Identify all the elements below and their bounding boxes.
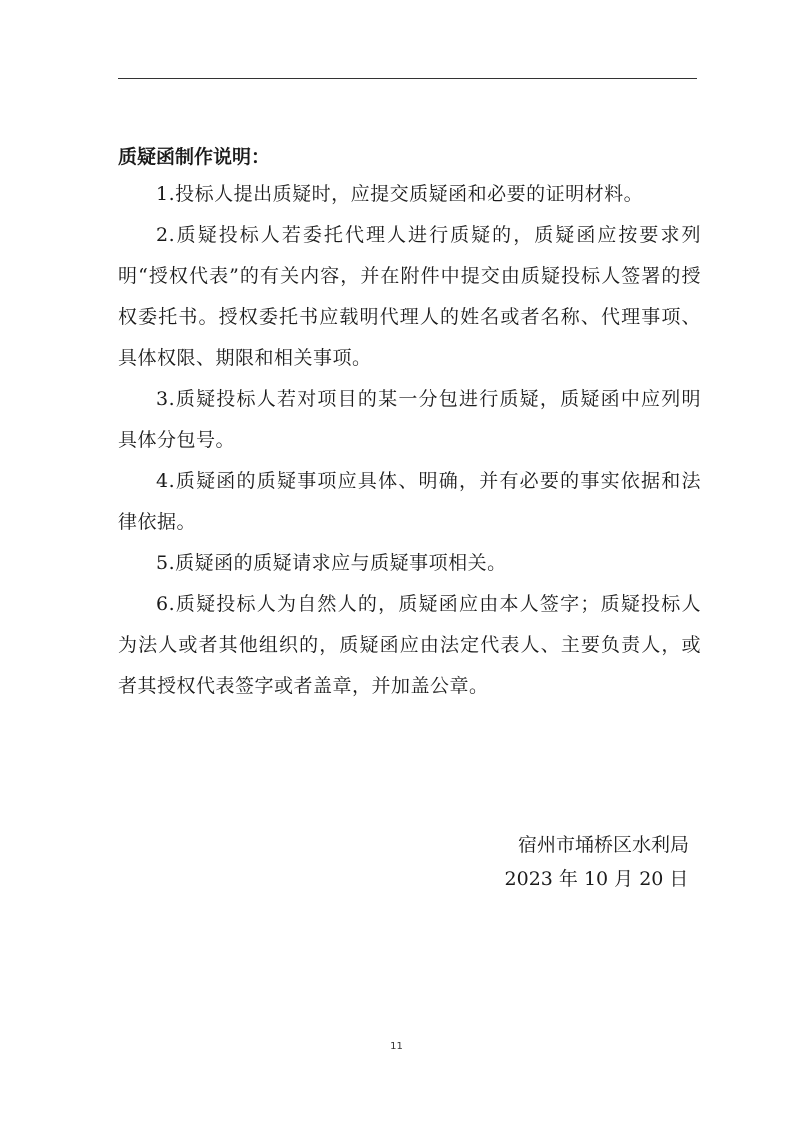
- instruction-paragraph-1: 1.投标人提出质疑时，应提交质疑函和必要的证明材料。: [156, 183, 644, 205]
- instruction-paragraph-3: 3.质疑投标人若对项目的某一分包进行质疑，质疑函中应列明具体分包号。: [118, 388, 701, 451]
- instruction-paragraph-6: 6.质疑投标人为自然人的，质疑函应由本人签字；质疑投标人为法人或者其他组织的，质疑函应由法定代表人、主要负责人，或者其授权代表签字或者盖章，并加盖公章。: [118, 593, 701, 697]
- instruction-paragraph-5: 5.质疑函的质疑请求应与质疑事项相关。: [156, 552, 507, 574]
- header-rule: [118, 78, 697, 79]
- instructions-body: [118, 174, 701, 707]
- instruction-paragraph-2: 2.质疑投标人若委托代理人进行质疑的，质疑函应按要求列明“授权代表”的有关内容，并在附件中提交由质疑投标人签署的授权委托书。授权委托书应载明代理人的姓名或者名称、代理事项、具体权限、期限和相关事项。: [118, 224, 701, 369]
- issue-date: 2023 年 10 月 20 日: [504, 868, 689, 890]
- page-number: 11: [390, 1041, 403, 1052]
- instruction-paragraph-4: 4.质疑函的质疑事项应具体、明确，并有必要的事实依据和法律依据。: [118, 470, 701, 533]
- issuing-organization: 宿州市埇桥区水利局: [517, 834, 689, 856]
- document-title: 质疑函制作说明：: [118, 146, 271, 168]
- signature-block: [504, 828, 689, 896]
